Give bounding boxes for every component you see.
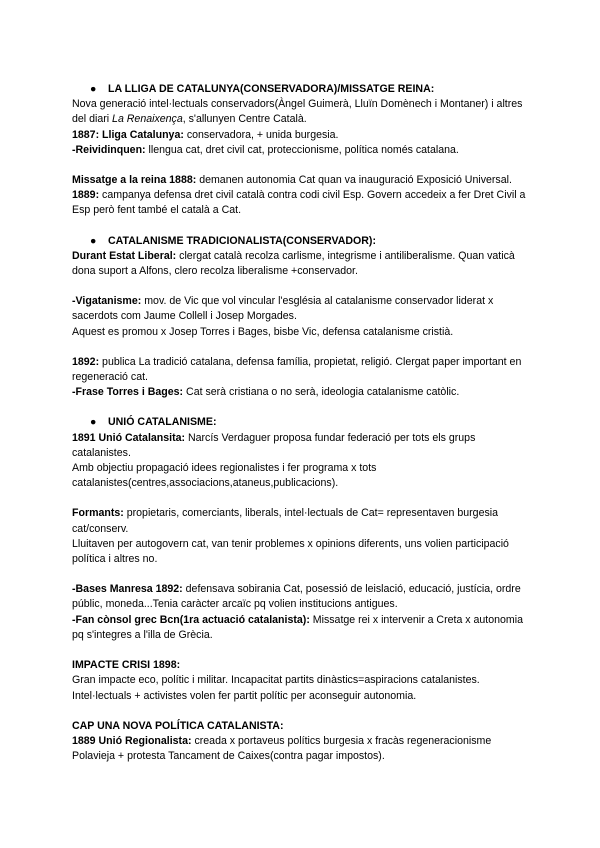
term-label: Durant Estat Liberal: [72, 249, 177, 262]
spacer [72, 340, 532, 355]
term-label: 1889 Unió Regionalista: [72, 734, 192, 747]
spacer [72, 158, 532, 173]
term-label: Missatge a la reina 1888: [72, 174, 197, 187]
section-heading-crisi: IMPACTE CRISI 1898: [72, 659, 181, 672]
section-heading-nova-politica: CAP UNA NOVA POLÍTICA CATALANISTA: [72, 719, 284, 732]
paragraph-text: publica La tradició catalana, defensa família, propietat, religió. Clergat paper important en regeneració cat. [72, 355, 522, 384]
section-heading-tradicionalista [72, 234, 532, 249]
paragraph-text: propietaris, comerciants, liberals, intel·lectuals de Cat= representaven burgesia cat/conserv. [72, 507, 499, 535]
spacer [72, 643, 532, 658]
paragraph-text: Missatge rei x intervenir a Creta x autonomia pq s'integres a l'illa de Grècia. [72, 613, 523, 641]
spacer [72, 400, 532, 415]
paragraph-text: Nova generació intel·lectuals conservadors(Àngel Guimerà, Lluïn Domènech i Montaner) i altres del diari [72, 98, 523, 126]
bullet-icon: ● [90, 83, 97, 95]
paragraph-text: creada x portaveus polítics burgesia x fracàs regeneracionisme Polavieja + protesta Tancament de Caixes(contra pagar impostos). [72, 734, 492, 763]
section-heading-lliga [72, 82, 532, 97]
paragraph [72, 431, 532, 461]
paragraph [72, 689, 532, 704]
paragraph-text: Lluitaven per autogovern cat, van tenir problemes x opinions diferents, uns volien participació política i altres no. [72, 537, 509, 566]
term-label: Formants: [72, 507, 124, 520]
paragraph [72, 294, 532, 324]
paragraph [72, 128, 532, 143]
paragraph [72, 385, 532, 400]
paragraph [72, 173, 532, 188]
paragraph-text: campanya defensa dret civil català contra codi civil Esp. Govern accedeix a fer Dret Civil a Esp però fent també el català a Cat. [72, 189, 526, 217]
document-body [72, 82, 532, 764]
paragraph [72, 97, 532, 127]
paragraph-text: conservadora, + unida burgesia. [183, 128, 339, 141]
bullet-icon: ● [90, 234, 97, 247]
paragraph-text: Aquest es promou x Josep Torres i Bages, bisbe Vic, defensa catalanisme cristià. [72, 325, 454, 338]
paragraph-text: Intel·lectuals + activistes volen fer partit polític per aconseguir autonomia. [72, 689, 417, 702]
paragraph-text: defensava sobirania Cat, posessió de leislació, educació, justícia, ordre públic, moneda...Tenia caràcter arcaïc pq volien institucions antigues. [72, 583, 521, 611]
paragraph [72, 537, 532, 567]
term-label: -Vigatanisme: [72, 295, 142, 308]
spacer [72, 219, 532, 234]
term-label: 1891 Unió Catalansita: [72, 431, 186, 444]
paragraph-text: demanen autonomia Cat quan va inauguració Exposició Universal. [196, 174, 512, 187]
paragraph-text: Amb objectiu propagació idees regionalistes i fer programa x tots catalanistes(centres,associacions,ataneus,publicacions). [72, 462, 377, 490]
spacer [72, 279, 532, 294]
paragraph-text: Cat serà cristiana o no serà, ideologia catalanisme catòlic. [183, 386, 460, 399]
paragraph [72, 734, 532, 764]
bullet-icon: ● [90, 416, 97, 429]
paragraph-text: mov. de Vic que vol vincular l'església al catalanisme conservador liderat x sacerdots com Jaume Collell i Josep Morgades. [72, 295, 494, 323]
paragraph [72, 143, 532, 158]
spacer [72, 567, 532, 582]
paragraph-text: , s'allunyen Centre Català. [182, 113, 307, 126]
term-label: 1892: [72, 355, 100, 368]
paragraph [72, 355, 532, 385]
term-label: -Bases Manresa 1892: [72, 583, 183, 596]
term-label: -Frase Torres i Bages: [72, 386, 184, 399]
spacer [72, 491, 532, 506]
paragraph [72, 613, 532, 643]
paragraph [72, 325, 532, 340]
paragraph-text: llengua cat, dret civil cat, proteccionisme, política només catalana. [145, 143, 459, 156]
spacer [72, 704, 532, 719]
paragraph [72, 188, 532, 218]
newspaper-title: La Renaixença [112, 113, 183, 126]
paragraph [72, 673, 532, 688]
paragraph [72, 582, 532, 612]
section-heading-unio [72, 415, 532, 430]
heading-text: CATALANISME TRADICIONALISTA(CONSERVADOR): [108, 234, 376, 247]
term-label: 1889: [72, 189, 100, 202]
term-label: -Reividinquen: [72, 143, 146, 156]
term-label: 1887: Lliga Catalunya: [72, 128, 184, 141]
paragraph [72, 506, 532, 536]
term-label: -Fan cònsol grec Bcn(1ra actuació catalanista): [72, 613, 310, 626]
paragraph [72, 461, 532, 491]
heading-text: UNIÓ CATALANISME: [108, 416, 217, 429]
paragraph [72, 249, 532, 279]
paragraph-text: Narcís Verdaguer proposa fundar federació per tots els grups catalanistes. [72, 431, 476, 459]
heading-text: LA LLIGA DE CATALUNYA(CONSERVADORA)/MISSATGE REINA: [108, 83, 435, 95]
paragraph-text: clergat català recolza carlisme, integrisme i antiliberalisme. Quan vaticà dona suport a Alfons, clero recolza liberalisme +conservador. [72, 249, 515, 278]
paragraph-text: Gran impacte eco, polític i militar. Incapacitat partits dinàstics=aspiracions catalanistes. [72, 674, 480, 687]
